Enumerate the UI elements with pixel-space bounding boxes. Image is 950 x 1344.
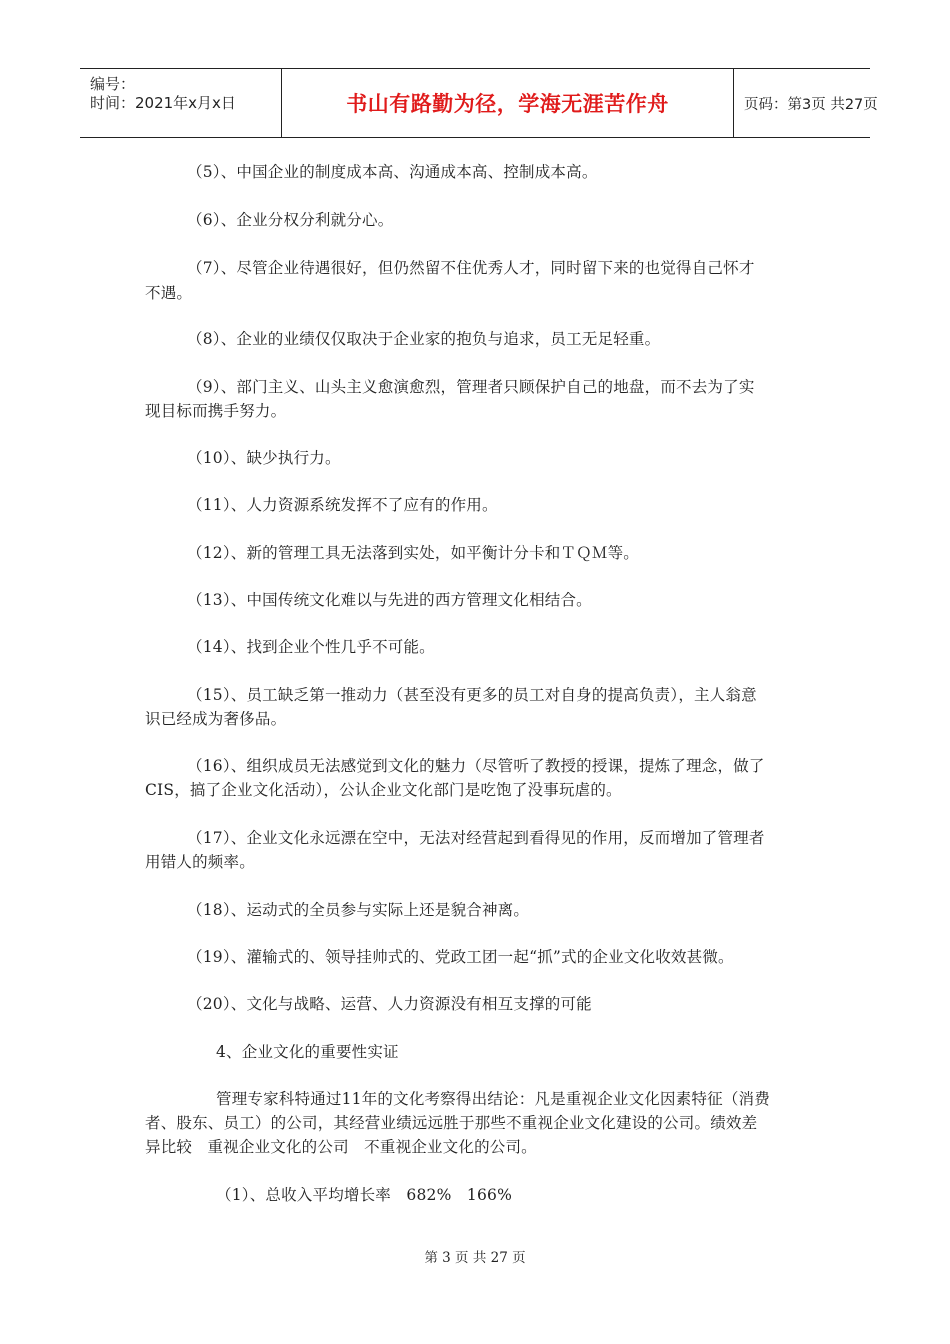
body-line: （5）、中国企业的制度成本高、沟通成本高、控制成本高。 — [187, 163, 598, 181]
header-motto: 书山有路勤为径，学海无涯苦作舟 — [282, 69, 734, 137]
body-line: 者、股东、员工）的公司，其经营业绩远远胜于那些不重视企业文化建设的公司。绩效差 — [145, 1114, 758, 1132]
page-footer: 第 3 页 共 27 页 — [424, 1250, 526, 1266]
body-line: 异比较 重视企业文化的公司 不重视企业文化的公司。 — [145, 1138, 537, 1156]
body-line: 管理专家科特通过11年的文化考察得出结论：凡是重视企业文化因素特征（消费 — [216, 1090, 770, 1108]
header-meta-cell — [80, 69, 282, 137]
body-line: （11）、人力资源系统发挥不了应有的作用。 — [187, 496, 498, 514]
section-heading: 4、企业文化的重要性实证 — [216, 1043, 399, 1061]
body-line: 用错人的频率。 — [145, 853, 255, 871]
body-line: （14）、找到企业个性几乎不可能。 — [187, 638, 435, 656]
body-line: （20）、文化与战略、运营、人力资源没有相互支撑的可能 — [187, 995, 592, 1013]
body-line: （13）、中国传统文化难以与先进的西方管理文化相结合。 — [187, 591, 592, 609]
body-line: （16）、组织成员无法感觉到文化的魅力（尽管听了教授的授课，提炼了理念，做了 — [187, 757, 765, 775]
body-line: （17）、企业文化永远漂在空中，无法对经营起到看得见的作用，反而增加了管理者 — [187, 829, 765, 847]
body-line: （7）、尽管企业待遇很好，但仍然留不住优秀人才，同时留下来的也觉得自己怀才 — [187, 259, 755, 277]
body-line: （8）、企业的业绩仅仅取决于企业家的抱负与追求，员工无足轻重。 — [187, 330, 661, 348]
body-line: （9）、部门主义、山头主义愈演愈烈，管理者只顾保护自己的地盘，而不去为了实 — [187, 378, 755, 396]
body-line: 识已经成为奢侈品。 — [145, 710, 287, 728]
body-line: （18）、运动式的全员参与实际上还是貌合神离。 — [187, 901, 530, 919]
body-line: （6）、企业分权分利就分心。 — [187, 211, 394, 229]
body-line: （19）、灌输式的、领导挂帅式的、党政工团一起“抓”式的企业文化收效甚微。 — [187, 948, 734, 966]
code-label: 编号： — [90, 75, 136, 93]
body-line: 现目标而携手努力。 — [145, 402, 287, 420]
body-line: 不遇。 — [145, 284, 193, 302]
body-line: （12）、新的管理工具无法落到实处，如平衡计分卡和ＴＱＭ等。 — [187, 544, 639, 562]
body-line: （10）、缺少执行力。 — [187, 449, 341, 467]
body-line: （15）、员工缺乏第一推动力（甚至没有更多的员工对自身的提高负责），主人翁意 — [187, 686, 757, 704]
header-page-info: 页码：第3页 共27页 — [744, 96, 878, 113]
date-label: 时间：2021年x月x日 — [90, 94, 236, 112]
body-line: （1）、总收入平均增长率 682% 166% — [216, 1186, 512, 1204]
body-line: CIS，搞了企业文化活动），公认企业文化部门是吃饱了没事玩虐的。 — [145, 781, 622, 799]
document-header — [80, 68, 878, 138]
